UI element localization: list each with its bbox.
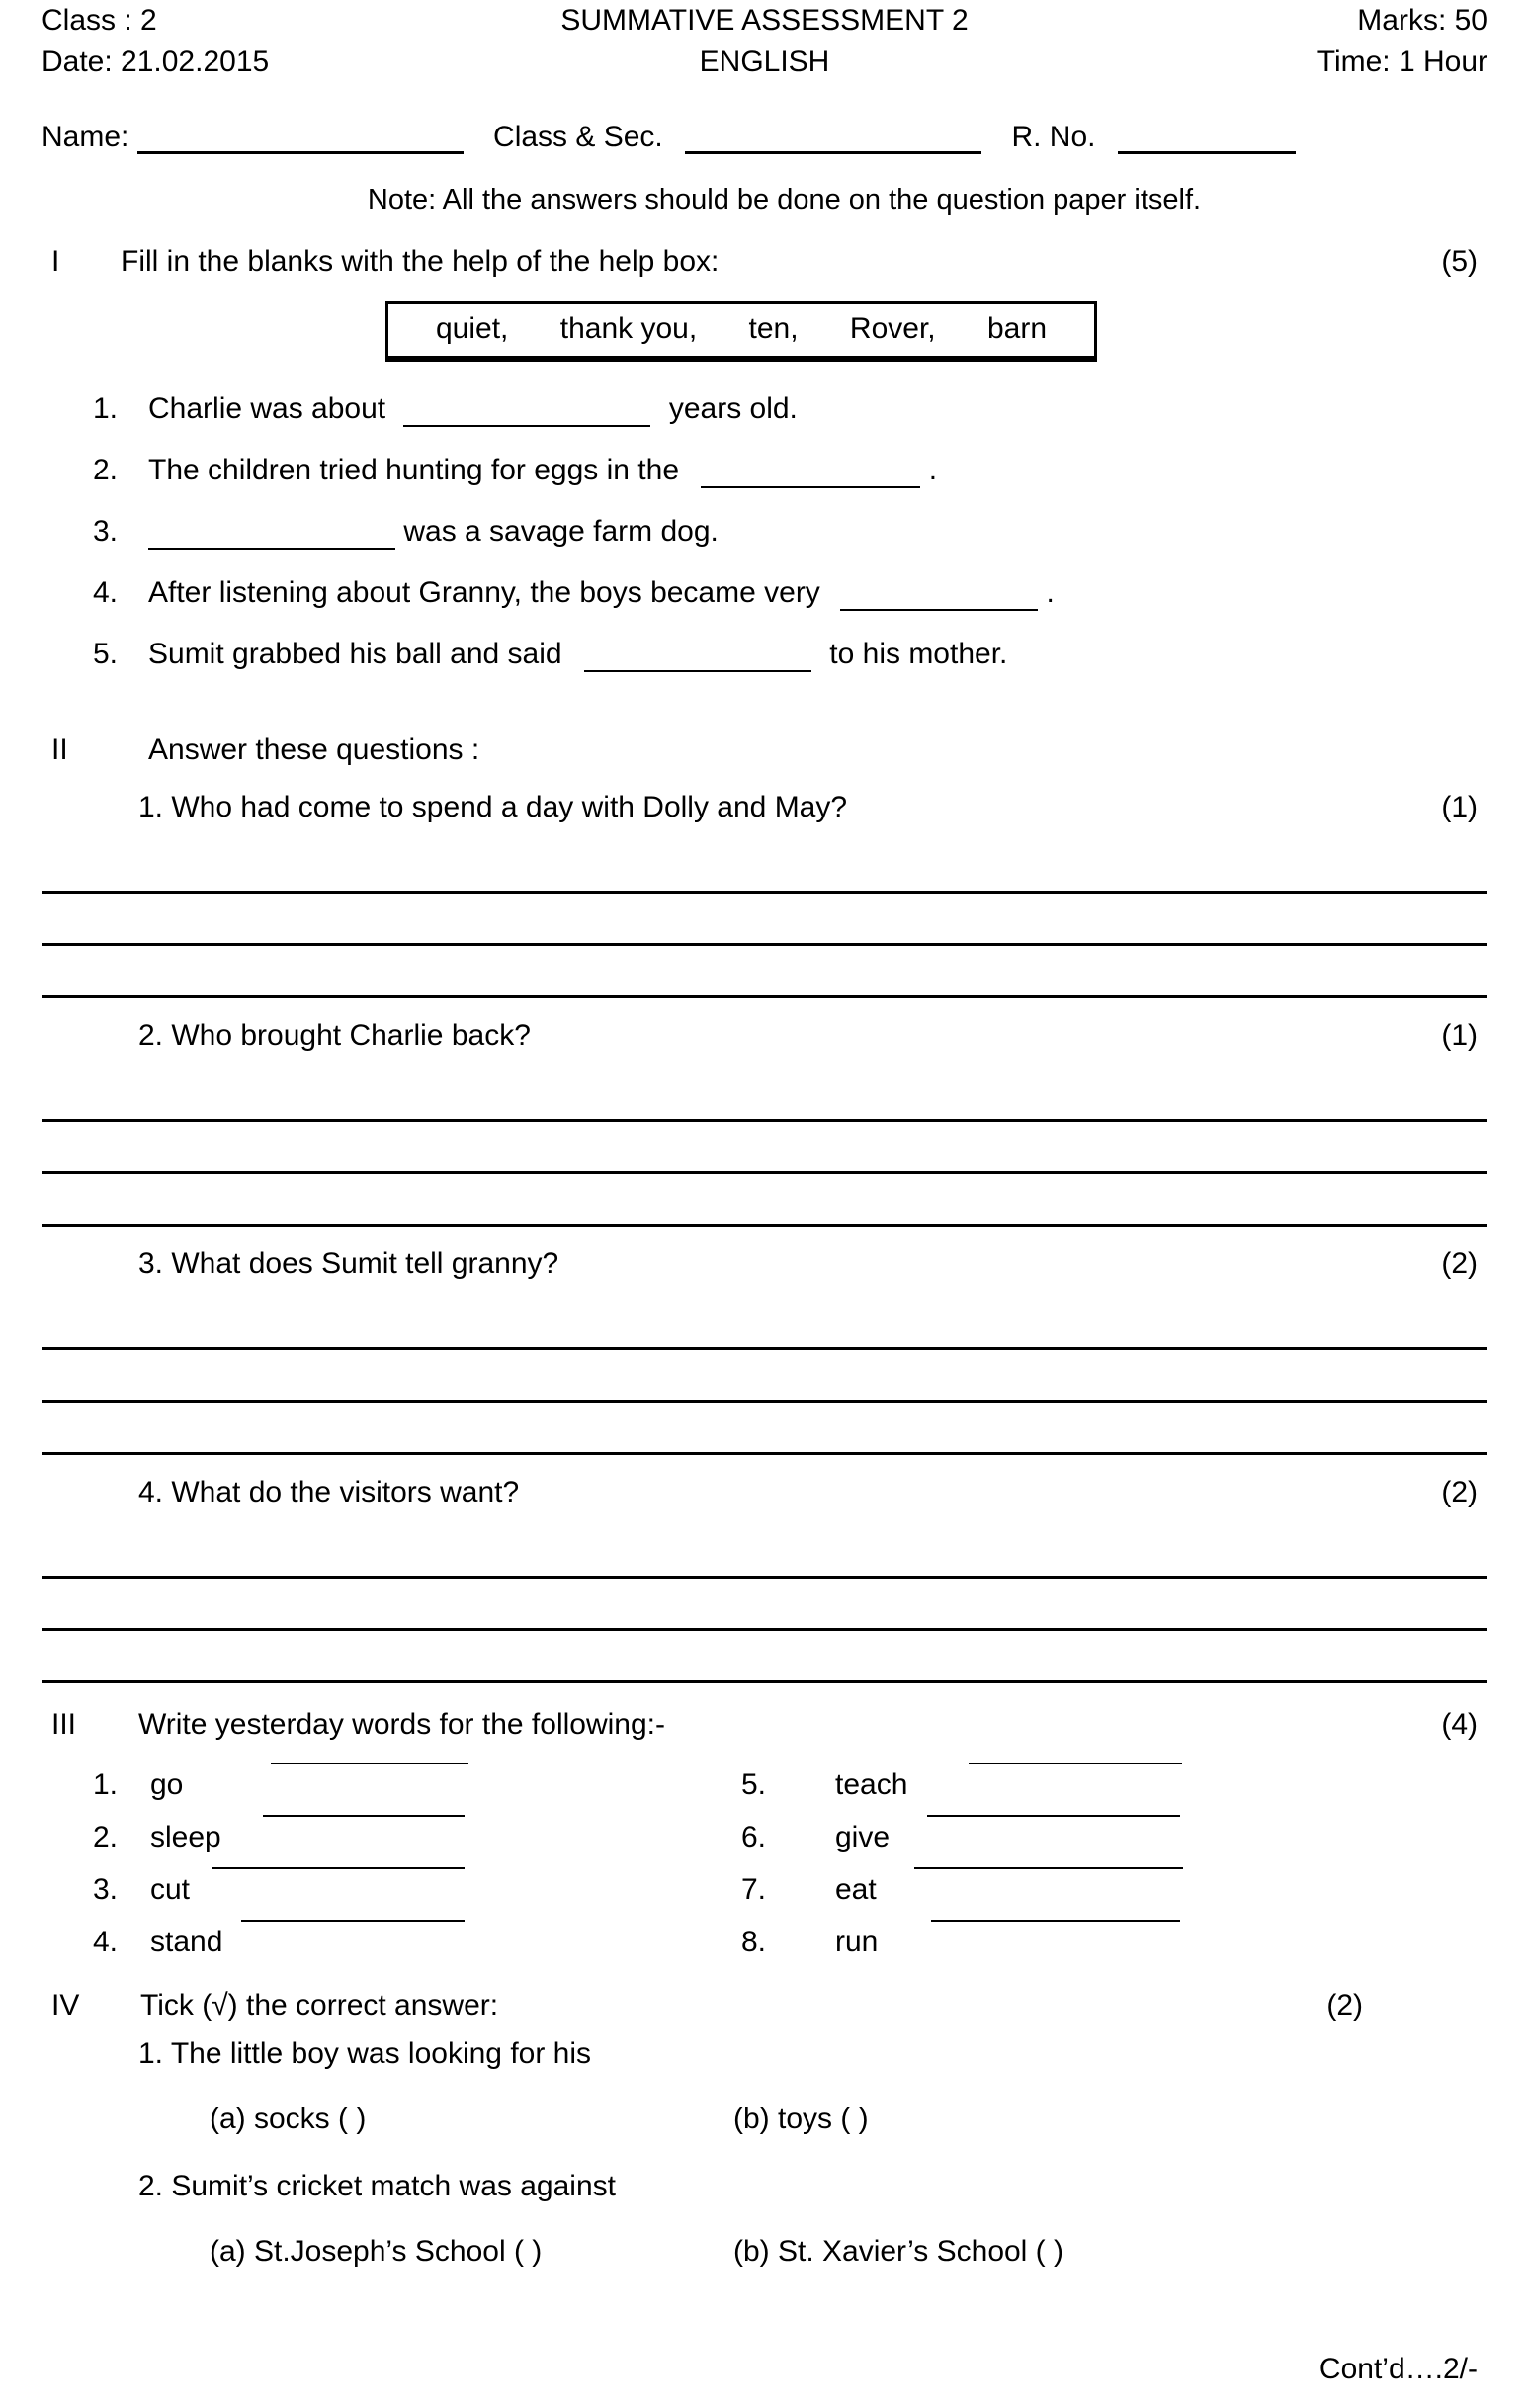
help-box-word: ten, bbox=[748, 312, 799, 345]
item-text-after: to his mother. bbox=[829, 638, 1008, 670]
answer-rule[interactable] bbox=[42, 1298, 1487, 1350]
answer-rule[interactable] bbox=[42, 1350, 1487, 1403]
question-text: 3. What does Sumit tell granny? bbox=[138, 1247, 559, 1280]
item-text-before: The children tried hunting for eggs in the bbox=[148, 454, 679, 486]
item-number: 1. bbox=[93, 392, 119, 425]
item-body bbox=[148, 507, 719, 557]
section-4-heading bbox=[0, 1986, 1529, 2025]
section-4-question bbox=[0, 2031, 1529, 2152]
question-text: 4. What do the visitors want? bbox=[138, 1476, 520, 1508]
subject-label: ENGLISH bbox=[699, 45, 830, 78]
answer-rule[interactable] bbox=[42, 1070, 1487, 1122]
section-3-numeral: III bbox=[51, 1708, 77, 1741]
question-line bbox=[0, 1469, 1529, 1516]
time-label: Time: 1 Hour bbox=[1317, 45, 1487, 78]
answer-rule[interactable] bbox=[42, 1579, 1487, 1631]
item-body bbox=[148, 568, 1055, 618]
tick-option-a[interactable]: (a) St.Joseph’s School ( ) bbox=[210, 2235, 543, 2268]
item-text-before: After listening about Granny, the boys became very bbox=[148, 576, 820, 609]
answer-rule[interactable] bbox=[42, 1526, 1487, 1579]
section-2-title: Answer these questions : bbox=[148, 733, 480, 766]
blank-rule[interactable] bbox=[840, 609, 1038, 611]
section-1-marks: (5) bbox=[1441, 245, 1478, 278]
date-label: Date: 21.02.2015 bbox=[42, 45, 270, 78]
tick-options-row bbox=[0, 2097, 1529, 2152]
blank-rule[interactable] bbox=[148, 548, 395, 550]
header-row-2 bbox=[0, 42, 1529, 83]
verb-row bbox=[0, 1867, 1529, 1920]
item-text-before: Charlie was about bbox=[148, 392, 386, 425]
verb-row bbox=[0, 1763, 1529, 1815]
section-4-numeral: IV bbox=[51, 1989, 80, 2021]
item-body bbox=[148, 446, 937, 495]
section-3-marks: (4) bbox=[1441, 1708, 1478, 1741]
blank-rule[interactable] bbox=[701, 486, 920, 488]
tick-option-b[interactable]: (b) St. Xavier’s School ( ) bbox=[733, 2235, 1063, 2268]
verb-number: 6. bbox=[741, 1821, 767, 1853]
answer-rule[interactable] bbox=[42, 894, 1487, 946]
verb-answer-rule[interactable] bbox=[927, 1815, 1180, 1817]
section-2-question-block bbox=[0, 1012, 1529, 1227]
section-2-question-block bbox=[0, 784, 1529, 998]
verb-number: 4. bbox=[93, 1926, 119, 1958]
marks-label: Marks: 50 bbox=[1357, 4, 1487, 37]
class-sec-label: Class & Sec. bbox=[493, 121, 663, 153]
help-box-word: thank you, bbox=[559, 312, 698, 345]
verb-word: cut bbox=[150, 1873, 191, 1906]
verb-word: eat bbox=[835, 1873, 877, 1906]
question-marks: (2) bbox=[1441, 1476, 1478, 1508]
section-3-title: Write yesterday words for the following:- bbox=[138, 1708, 665, 1741]
verb-number: 7. bbox=[741, 1873, 767, 1906]
verb-number: 3. bbox=[93, 1873, 119, 1906]
help-box-word: quiet, bbox=[436, 312, 509, 345]
section-4-marks: (2) bbox=[1326, 1989, 1363, 2021]
section-2-question-block bbox=[0, 1241, 1529, 1455]
section-4-title: Tick (√) the correct answer: bbox=[140, 1989, 499, 2021]
verb-row bbox=[0, 1920, 1529, 1972]
verb-number: 8. bbox=[741, 1926, 767, 1958]
fill-blank-item bbox=[0, 385, 1529, 446]
question-line bbox=[0, 784, 1529, 831]
tick-options-row bbox=[0, 2229, 1529, 2284]
question-line bbox=[0, 1241, 1529, 1288]
verb-word: stand bbox=[150, 1926, 223, 1958]
verb-word: run bbox=[835, 1926, 879, 1958]
answer-lines bbox=[0, 1070, 1529, 1227]
help-box-word: Rover, bbox=[849, 312, 936, 345]
tick-question-stem bbox=[0, 2031, 1529, 2083]
verb-answer-rule[interactable] bbox=[263, 1815, 465, 1817]
item-body bbox=[148, 385, 798, 434]
roll-no-label: R. No. bbox=[1011, 121, 1096, 153]
answer-rule[interactable] bbox=[42, 1403, 1487, 1455]
verb-answer-rule[interactable] bbox=[914, 1867, 1183, 1869]
section-2-numeral: II bbox=[51, 733, 68, 766]
item-text-after: . bbox=[1046, 576, 1055, 609]
name-label: Name: bbox=[42, 121, 129, 153]
answer-rule[interactable] bbox=[42, 841, 1487, 894]
item-text-before: Sumit grabbed his ball and said bbox=[148, 638, 562, 670]
fill-blank-item bbox=[0, 446, 1529, 507]
answer-rule[interactable] bbox=[42, 946, 1487, 998]
answer-lines bbox=[0, 1526, 1529, 1683]
item-number: 5. bbox=[93, 638, 119, 670]
fill-blank-item bbox=[0, 507, 1529, 568]
fill-blank-item bbox=[0, 630, 1529, 691]
item-text-after: years old. bbox=[668, 392, 798, 425]
page-continuation-footer: Cont’d….2/- bbox=[1318, 2353, 1478, 2385]
question-marks: (2) bbox=[1441, 1247, 1478, 1280]
section-3-heading bbox=[0, 1705, 1529, 1745]
help-box-wrapper bbox=[0, 301, 1529, 359]
name-input-rule[interactable] bbox=[137, 151, 464, 154]
section-2-heading bbox=[0, 731, 1529, 770]
answer-lines bbox=[0, 1298, 1529, 1455]
blank-rule[interactable] bbox=[403, 425, 650, 427]
class-sec-input-rule[interactable] bbox=[685, 151, 981, 154]
answer-rule[interactable] bbox=[42, 1631, 1487, 1683]
verb-answer-rule[interactable] bbox=[931, 1920, 1180, 1922]
item-number: 3. bbox=[93, 515, 119, 548]
verb-answer-rule[interactable] bbox=[241, 1920, 465, 1922]
help-box-word: barn bbox=[986, 312, 1048, 345]
tick-stem-text: 2. Sumit’s cricket match was against bbox=[138, 2170, 616, 2202]
verb-answer-rule[interactable] bbox=[969, 1763, 1182, 1764]
question-marks: (1) bbox=[1441, 1019, 1478, 1052]
item-number: 4. bbox=[93, 576, 119, 609]
answer-rule[interactable] bbox=[42, 1174, 1487, 1227]
item-text-after: . bbox=[928, 454, 938, 486]
question-text: 1. Who had come to spend a day with Dolly and May? bbox=[138, 791, 848, 823]
note-text: Note: All the answers should be done on the question paper itself. bbox=[367, 184, 1202, 215]
question-text: 2. Who brought Charlie back? bbox=[138, 1019, 531, 1052]
tick-option-a[interactable]: (a) socks ( ) bbox=[210, 2103, 367, 2135]
class-label: Class : 2 bbox=[42, 4, 157, 37]
verb-word: teach bbox=[835, 1768, 908, 1801]
verb-number: 2. bbox=[93, 1821, 119, 1853]
section-1-numeral: I bbox=[51, 245, 60, 278]
answer-lines bbox=[0, 841, 1529, 998]
item-text-after: was a savage farm dog. bbox=[403, 515, 719, 548]
roll-no-input-rule[interactable] bbox=[1118, 151, 1296, 154]
section-1-items bbox=[0, 385, 1529, 691]
question-marks: (1) bbox=[1441, 791, 1478, 823]
verb-answer-rule[interactable] bbox=[271, 1763, 468, 1764]
verb-word: go bbox=[150, 1768, 184, 1801]
verb-number: 1. bbox=[93, 1768, 119, 1801]
blank-rule[interactable] bbox=[584, 670, 811, 672]
verb-answer-rule[interactable] bbox=[212, 1867, 465, 1869]
tick-stem-text: 1. The little boy was looking for his bbox=[138, 2037, 592, 2070]
question-line bbox=[0, 1012, 1529, 1060]
verb-number: 5. bbox=[741, 1768, 767, 1801]
section-2-question-block bbox=[0, 1469, 1529, 1683]
verb-word: give bbox=[835, 1821, 891, 1853]
verb-word: sleep bbox=[150, 1821, 221, 1853]
answer-rule[interactable] bbox=[42, 1122, 1487, 1174]
help-box bbox=[385, 301, 1097, 359]
header-row-1 bbox=[0, 0, 1529, 42]
section-4-question bbox=[0, 2164, 1529, 2284]
item-body bbox=[148, 630, 1007, 679]
exam-title: SUMMATIVE ASSESSMENT 2 bbox=[560, 4, 969, 37]
section-1-title: Fill in the blanks with the help of the help box: bbox=[121, 245, 720, 278]
fill-blank-item bbox=[0, 568, 1529, 630]
student-fields-row bbox=[0, 115, 1529, 160]
section-3-verb-grid bbox=[0, 1763, 1529, 1972]
section-1-heading bbox=[0, 242, 1529, 282]
verb-row bbox=[0, 1815, 1529, 1867]
tick-question-stem bbox=[0, 2164, 1529, 2215]
tick-option-b[interactable]: (b) toys ( ) bbox=[733, 2103, 869, 2135]
item-number: 2. bbox=[93, 454, 119, 486]
